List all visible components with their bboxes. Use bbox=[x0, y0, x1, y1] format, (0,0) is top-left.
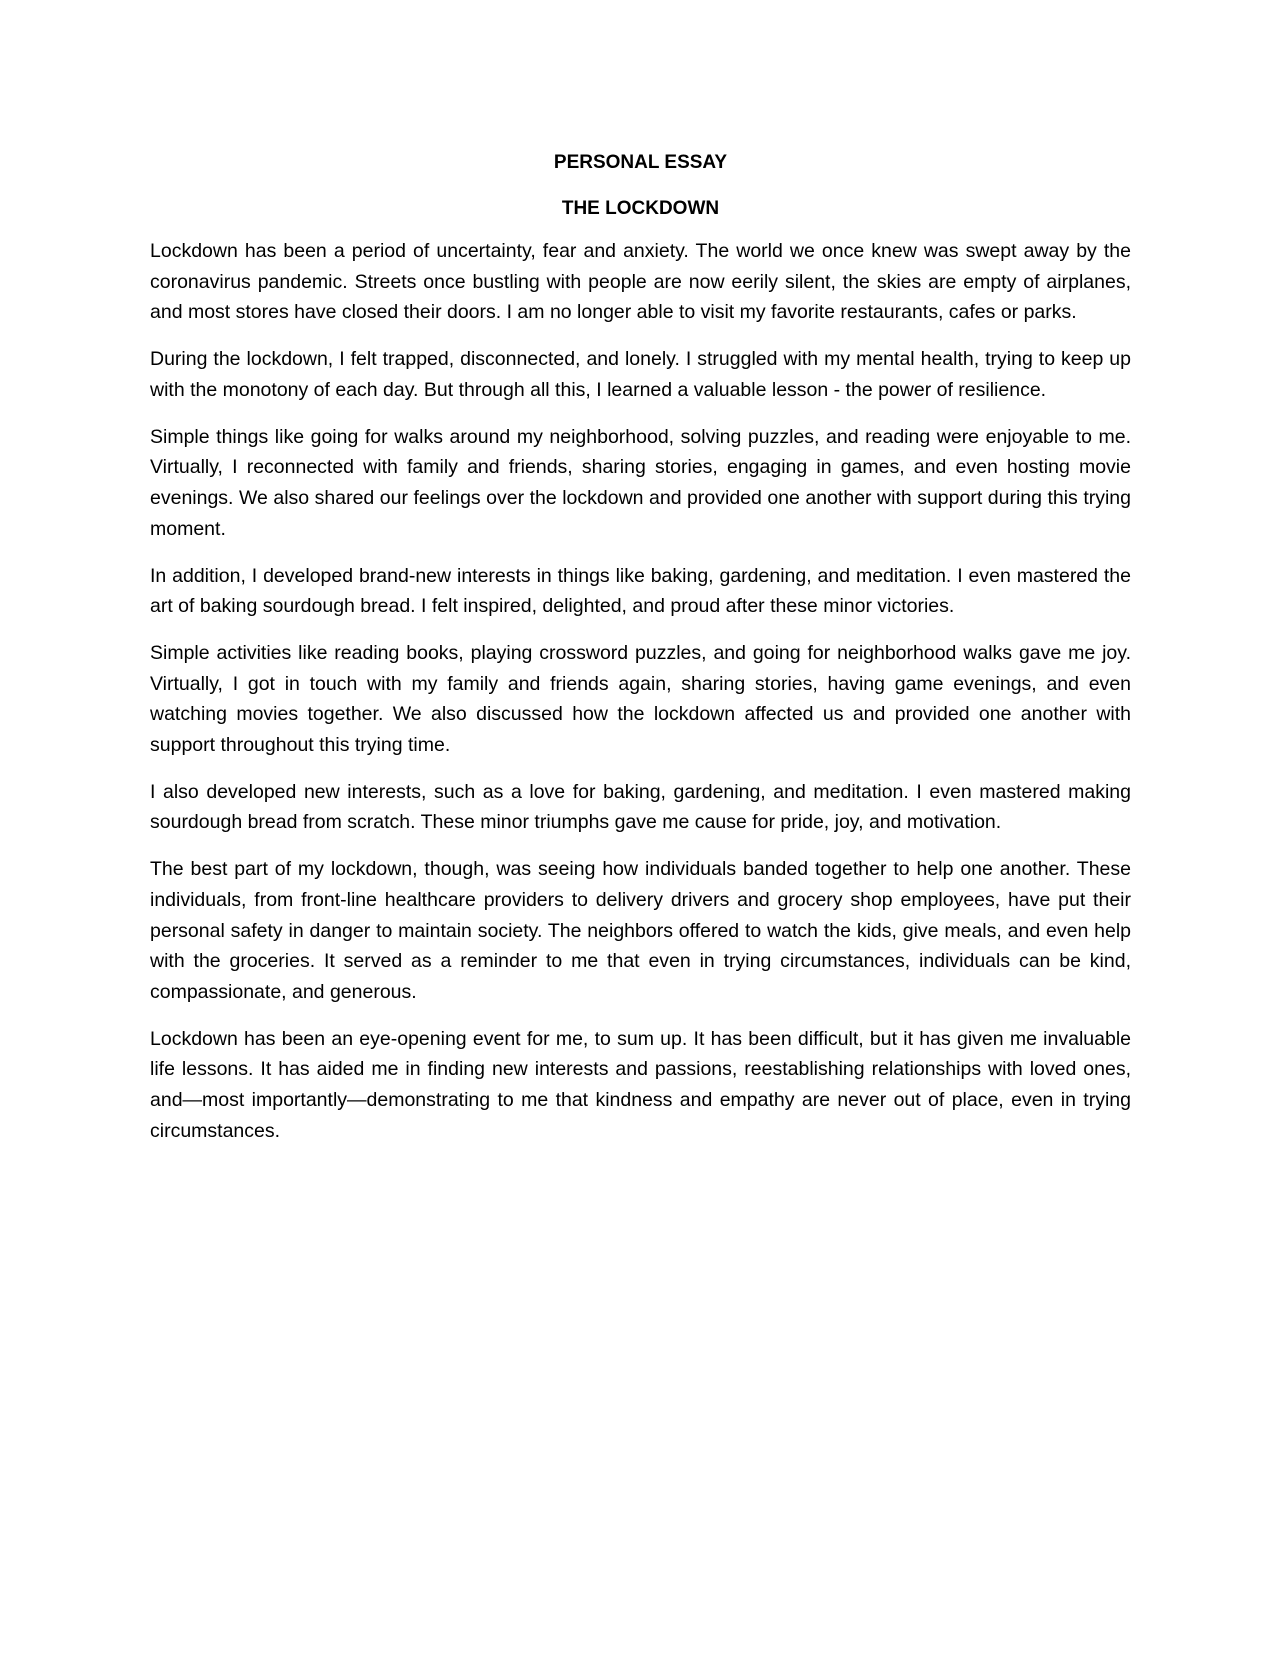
paragraph: The best part of my lockdown, though, was seeing how individuals banded together to help one another. These individuals, from front-line healthcare providers to delivery drivers and grocery shop employees, have put their personal safety in danger to maintain society. The neighbors offered to watch the kids, give meals, and even help with the groceries. It served as a reminder to me that even in trying circumstances, individuals can be kind, compassionate, and generous. bbox=[150, 858, 1131, 1003]
paragraph: In addition, I developed brand-new interests in things like baking, gardening, and meditation. I even mastered the art of baking sourdough bread. I felt inspired, delighted, and proud after these minor victories. bbox=[150, 564, 1131, 618]
document-body bbox=[150, 150, 1131, 1163]
essay-title: THE LOCKDOWN bbox=[561, 198, 720, 219]
paragraph: During the lockdown, I felt trapped, disconnected, and lonely. I struggled with my mental health, trying to keep up with the monotony of each day. But through all this, I learned a valuable lesson - the power of resilience. bbox=[150, 348, 1131, 401]
paragraph: Lockdown has been an eye-opening event for me, to sum up. It has been difficult, but it has given me invaluable life lessons. It has aided me in finding new interests and passions, reestablishing relationships with loved ones, and—most importantly—demonstrating to me that kindness and empathy are never out of place, even in trying circumstances. bbox=[150, 1027, 1131, 1142]
document-title: PERSONAL ESSAY bbox=[553, 152, 728, 173]
paragraph: Simple activities like reading books, playing crossword puzzles, and going for neighborhood walks gave me joy. Virtually, I got in touch with my family and friends again, sharing stories, having game evenings, and even watching movies together. We also discussed how the lockdown affected us and provided one another with support throughout this trying time. bbox=[150, 642, 1131, 756]
paragraph: I also developed new interests, such as a love for baking, gardening, and meditation. I even mastered making sourdough bread from scratch. These minor triumphs gave me cause for pride, joy, and motivation. bbox=[150, 780, 1131, 834]
paragraph: Simple things like going for walks around my neighborhood, solving puzzles, and reading were enjoyable to me. Virtually, I reconnected with family and friends, sharing stories, engaging in games, and even hosting movie evenings. We also shared our feelings over the lockdown and provided one another with support during this trying moment. bbox=[150, 425, 1131, 540]
paragraph: Lockdown has been a period of uncertainty, fear and anxiety. The world we once knew was swept away by the coronavirus pandemic. Streets once bustling with people are now eerily silent, the skies are empty of airplanes, and most stores have closed their doors. I am no longer able to visit my favorite restaurants, cafes or parks. bbox=[150, 240, 1131, 324]
